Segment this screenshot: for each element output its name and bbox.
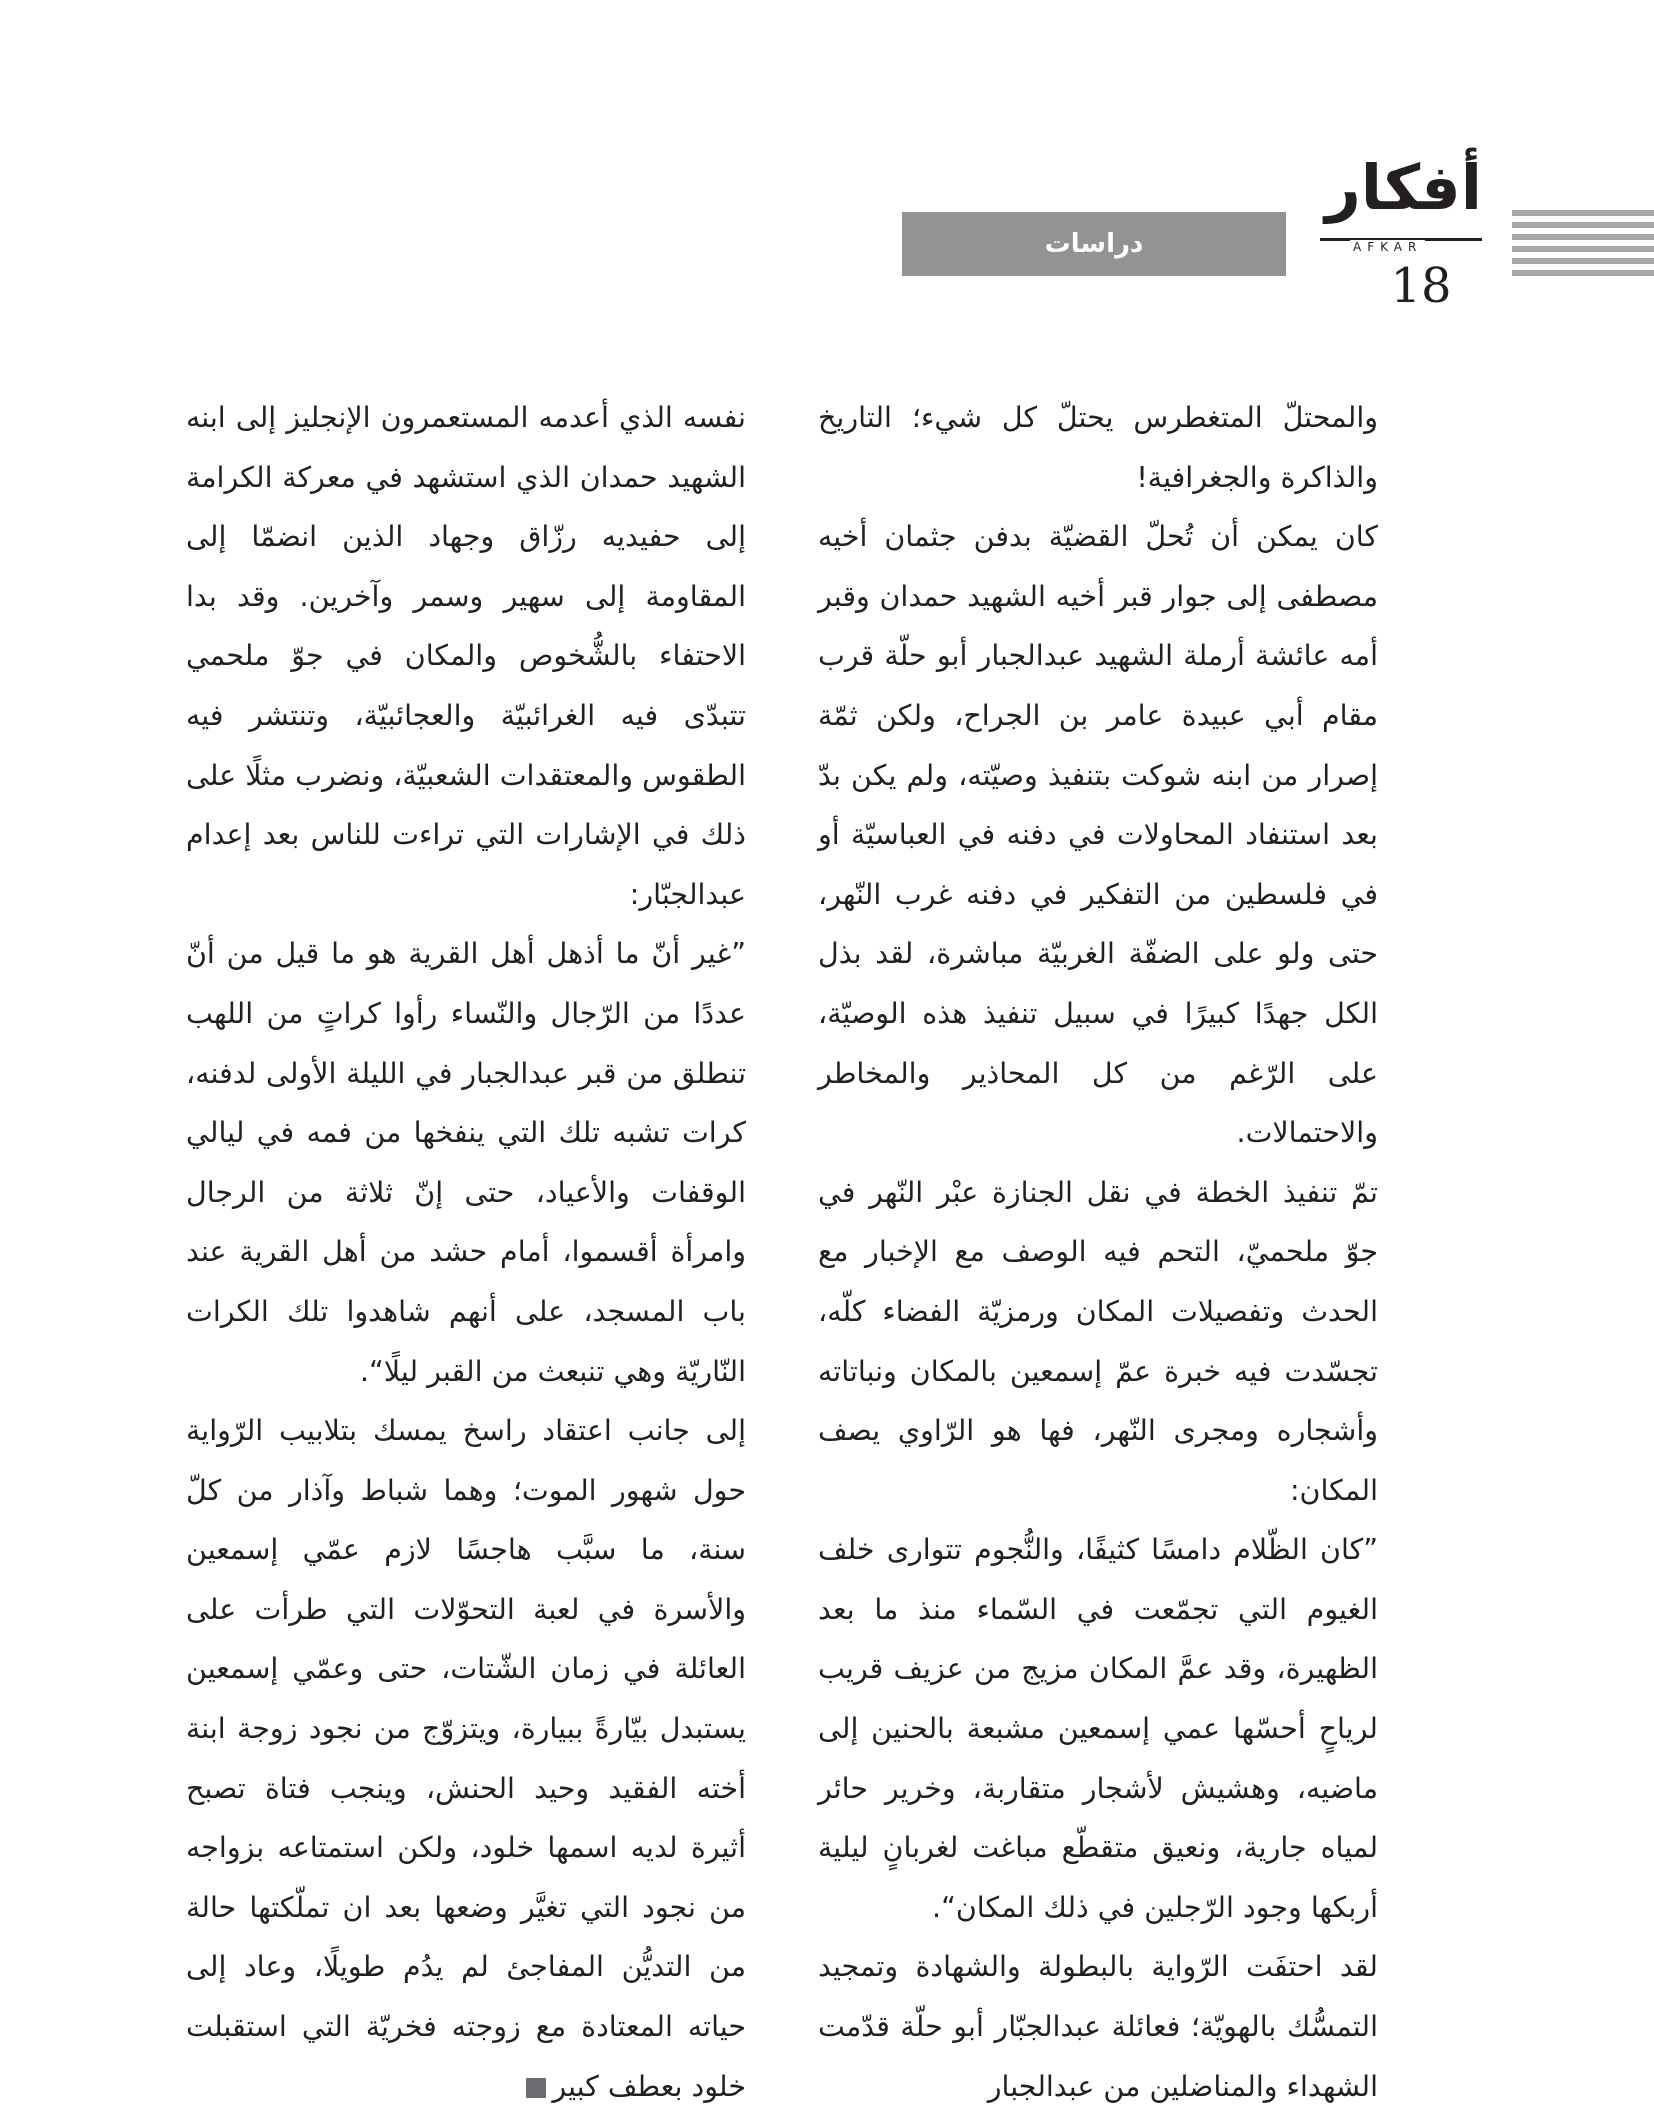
page-number: 18 xyxy=(1390,258,1452,314)
end-of-article-mark xyxy=(526,2078,546,2098)
paragraph: كان يمكن أن تُحلّ القضيّة بدفن جثمان أخيه مصطفى إلى جوار قبر أخيه الشهيد حمدان وقبر أمه عائشة أرملة الشهيد عبدالجبار أبو حلّة قرب مقام أبي عبيدة عامر بن الجراح، ولكن ثمّة إصرار من ابنه شوكت بتنفيذ وصيّته، ولم يكن بدّ بعد استنفاد المحاولات في دفنه في العباسيّة أو في فلسطين من التفكير في دفنه غرب النّهر، حتى ولو على الضفّة الغربيّة مباشرة، لقد بذل الكل جهدًا كبيرًا في سبيل تنفيذ هذه الوصيّة، على الرّغم من كل المحاذير والمخاطر والاحتمالات. xyxy=(818,520,1378,1150)
final-paragraph-text: إلى جانب اعتقاد راسخ يمسك بتلابيب الرّواية حول شهور الموت؛ وهما شباط وآذار من كلّ سنة، ما سبَّب هاجسًا لازم عمّي إسمعين والأسرة في لعبة التحوّلات التي طرأت على العائلة في زمان الشّتات، حتى وعمّي إسمعين يستبدل بيّارةً ببيارة، ويتزوّج من نجود زوجة ابنة أخته الفقيد وحيد الحنش، وينجب فتاة تصبح أثيرة لديه اسمها خلود، ولكن استمتاعه بزواجه من نجود التي تغيَّر وضعها بعد ان تملّكتها حالة من التديُّن المفاجئ لم يدُم طويلًا، وعاد إلى حياته المعتادة مع زوجته فخريّة التي استقبلت خلود بعطف كبير xyxy=(186,1414,746,2103)
paragraph: لقد احتفَت الرّواية بالبطولة والشهادة وتمجيد التمسُّك بالهويّة؛ فعائلة عبدالجبّار أبو حلّة قدّمت الشهداء والمناضلين من عبدالجبار xyxy=(818,1950,1378,2103)
left-text-column xyxy=(185,388,746,2103)
logo-latin-text: AFKAR xyxy=(1350,240,1425,254)
paragraph: تمّ تنفيذ الخطة في نقل الجنازة عبْر النّهر في جوّ ملحميّ، التحم فيه الوصف مع الإخبار مع الحدث وتفصيلات المكان ورمزيّة الفضاء كلّه، تجسّدت فيه خبرة عمّ إسمعين بالمكان ونباتاته وأشجاره ومجرى النّهر، فها هو الرّاوي يصف المكان: xyxy=(818,1175,1378,1507)
quote-paragraph: ”كان الظّلام دامسًا كثيفًا، والنُّجوم تتوارى خلف الغيوم التي تجمّعت في السّماء منذ ما بعد الظهيرة، وقد عمَّ المكان مزيج من عزيف قريب لرياحٍ أحسّها عمي إسمعين مشبعة بالحنين إلى ماضيه، وهشيش لأشجار متقاربة، وخرير حائر لمياه جارية، ونعيق متقطّع مباغت لغربانٍ ليلية أربكها وجود الرّجلين في ذلك المكان“. xyxy=(818,1533,1378,1924)
section-label: دراسات xyxy=(902,212,1286,276)
final-paragraph xyxy=(186,1401,746,2116)
magazine-logo xyxy=(1314,151,1482,254)
right-text-column xyxy=(818,388,1378,2103)
paragraph: نفسه الذي أعدمه المستعمرون الإنجليز إلى ابنه الشهيد حمدان الذي استشهد في معركة الكرامة إلى حفيديه رزّاق وجهاد الذين انضمّا إلى المقاومة إلى سهير وسمر وآخرين. وقد بدا الاحتفاء بالشُّخوص والمكان في جوّ ملحمي تتبدّى فيه الغرائبيّة والعجائبيّة، وتنتشر فيه الطقوس والمعتقدات الشعبيّة، ونضرب مثلًا على ذلك في الإشارات التي تراءت للناس بعد إعدام عبدالجبّار: xyxy=(185,401,746,911)
logo-arabic-text: أفكار xyxy=(1325,151,1482,224)
quote-paragraph: ”غير أنّ ما أذهل أهل القرية هو ما قيل من أنّ عددًا من الرّجال والنّساء رأوا كراتٍ من اللهب تنطلق من قبر عبدالجبار في الليلة الأولى لدفنه، كرات تشبه تلك التي ينفخها من فمه في ليالي الوقفات والأعياد، حتى إنّ ثلاثة من الرجال وامرأة أقسموا، أمام حشد من أهل القرية عند باب المسجد، على أنهم شاهدوا تلك الكرات النّاريّة وهي تنبعث من القبر ليلًا“. xyxy=(186,937,746,1388)
decorative-stripes xyxy=(1512,210,1654,282)
paragraph: والمحتلّ المتغطرس يحتلّ كل شيء؛ التاريخ والذاكرة والجغرافية! xyxy=(818,401,1378,494)
